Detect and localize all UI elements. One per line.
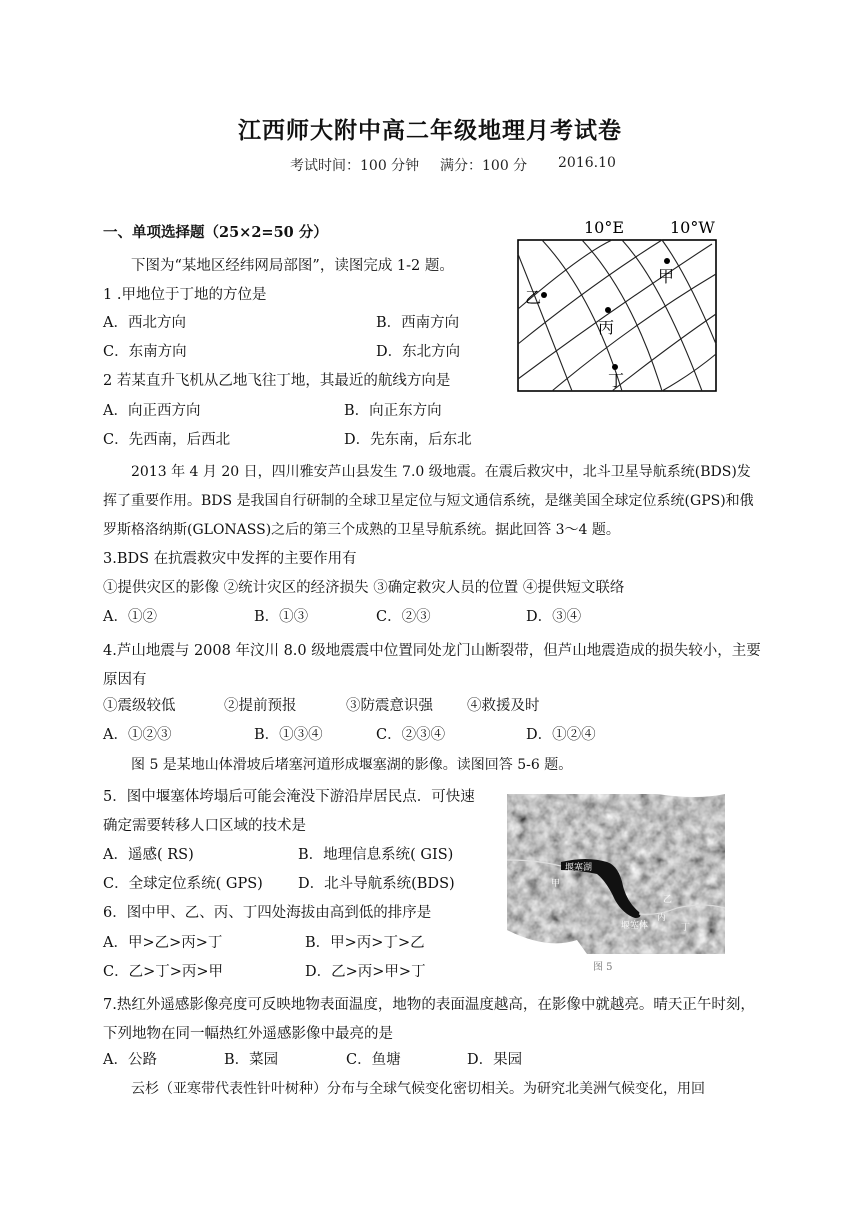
q2-option-b: B．向正东方向	[344, 403, 442, 419]
q3-option-d: D．③④	[526, 609, 582, 625]
q4-item-2: ②提前预报	[224, 698, 297, 714]
sat-label-bing: 丙	[657, 913, 667, 923]
q2-stem: 2 若某直升飞机从乙地飞往丁地，其最近的航线方向是	[103, 373, 451, 389]
q5-option-a: A．遥感( RS)	[103, 847, 194, 863]
q5-stem-line-2: 确定需要转移人口区域的技术是	[103, 818, 306, 834]
label-bing: 丙	[598, 318, 615, 337]
exam-time: 考试时间：100 分钟	[290, 158, 420, 174]
label-ding: 丁	[608, 371, 625, 390]
point-jia	[664, 258, 670, 264]
q7-option-a: A．公路	[103, 1052, 157, 1068]
q4-option-c: C．②③④	[376, 727, 446, 743]
page-title: 江西师大附中高二年级地理月考试卷	[238, 117, 622, 144]
q2-option-c: C．先西南，后西北	[103, 432, 231, 448]
q3-option-c: C．②③	[376, 609, 431, 625]
figure-caption: 图 5	[593, 962, 613, 973]
q4-option-d: D．①②④	[526, 727, 596, 743]
label-yi: 乙	[525, 288, 542, 307]
q5-option-d: D．北斗导航系统(BDS)	[298, 876, 455, 892]
lon-label-10w: 10°W	[670, 218, 715, 237]
q6-stem: 6．图中甲、乙、丙、丁四处海拔由高到低的排序是	[103, 905, 432, 921]
graticule-map	[512, 214, 722, 394]
intro-q5-6: 图 5 是某地山体滑坡后堵塞河道形成堰塞湖的影像。读图回答 5-6 题。	[131, 757, 573, 773]
q2-option-a: A．向正西方向	[103, 403, 201, 419]
sat-label-jia: 甲	[551, 879, 561, 889]
q7-option-c: C．鱼塘	[346, 1052, 401, 1068]
intro-q1-2: 下图为“某地区经纬网局部图”，读图完成 1-2 题。	[131, 258, 454, 274]
q4-item-3: ③防震意识强	[346, 698, 433, 714]
q4-item-4: ④救援及时	[467, 698, 540, 714]
q5-stem-line-1: 5．图中堰塞体垮塌后可能会淹没下游沿岸居民点．可快速	[103, 789, 475, 805]
q3-option-a: A．①②	[103, 609, 157, 625]
q4-item-1: ①震级较低	[103, 698, 176, 714]
q7-stem: 7.热红外遥感影像亮度可反映地物表面温度，地物的表面温度越高，在影像中就越亮。晴天正午时刻，下列地物在同一幅热红外遥感影像中最亮的是	[103, 997, 755, 1042]
q3-items: ①提供灾区的影像 ②统计灾区的经济损失 ③确定救灾人员的位置 ④提供短文联络	[103, 580, 625, 596]
intro-next-question: 云杉（亚寒带代表性针叶树种）分布与全球气候变化密切相关。为研究北美洲气候变化，用回	[131, 1081, 705, 1097]
q7-option-b: B．菜园	[224, 1052, 279, 1068]
label-jia: 甲	[658, 267, 675, 286]
section-heading: 一、单项选择题（25×2=50 分）	[103, 224, 328, 241]
q1-option-c: C．东南方向	[103, 344, 187, 360]
q1-stem: 1 .甲地位于丁地的方位是	[103, 287, 267, 303]
q6-option-c: C．乙>丁>丙>甲	[103, 964, 224, 980]
q4-option-a: A．①②③	[103, 727, 172, 743]
q5-option-b: B．地理信息系统( GIS)	[298, 847, 454, 863]
q6-option-a: A．甲>乙>丙>丁	[103, 935, 223, 951]
q5-option-c: C．全球定位系统( GPS)	[103, 876, 263, 892]
q1-option-b: B．西南方向	[376, 315, 460, 331]
exam-date: 2016.10	[558, 155, 616, 171]
lake-label: 堰塞湖	[565, 863, 593, 873]
q2-option-d: D．先东南，后东北	[344, 432, 472, 448]
q1-option-a: A．西北方向	[103, 315, 186, 331]
q3-option-b: B．①③	[254, 609, 309, 625]
full-score: 满分：100 分	[440, 158, 528, 174]
q6-option-d: D．乙>丙>甲>丁	[305, 964, 426, 980]
sat-label-yi: 乙	[663, 895, 673, 905]
sat-label-ding: 丁	[681, 923, 691, 933]
q4-stem: 4.芦山地震与 2008 年汶川 8.0 级地震震中位置同处龙门山断裂带，但芦山地震造成的损失较小，主要原因有	[103, 643, 761, 688]
q3-stem: 3.BDS 在抗震救灾中发挥的主要作用有	[103, 551, 357, 567]
point-yi	[541, 292, 547, 298]
q1-option-d: D．东北方向	[376, 344, 461, 360]
figure-5-satellite-image	[507, 790, 731, 976]
q4-option-b: B．①③④	[254, 727, 323, 743]
point-bing	[605, 307, 611, 313]
dam-label: 堰塞体	[621, 921, 649, 931]
point-ding	[612, 364, 618, 370]
intro-q3-4: 2013 年 4 月 20 日，四川雅安芦山县发生 7.0 级地震。在震后救灾中，北斗卫星导航系统(BDS)发挥了重要作用。BDS 是我国自行研制的全球卫星定位与短文通信系统，是继美国全球定位系统(GPS)和俄罗斯格洛纳斯(GLONASS)之后的第三个成熟的卫星导航系统。据此回答 3～4 题。	[103, 464, 754, 538]
q6-option-b: B．甲>丙>丁>乙	[305, 935, 425, 951]
lon-label-10e: 10°E	[584, 218, 625, 237]
q7-option-d: D．果园	[467, 1052, 523, 1068]
